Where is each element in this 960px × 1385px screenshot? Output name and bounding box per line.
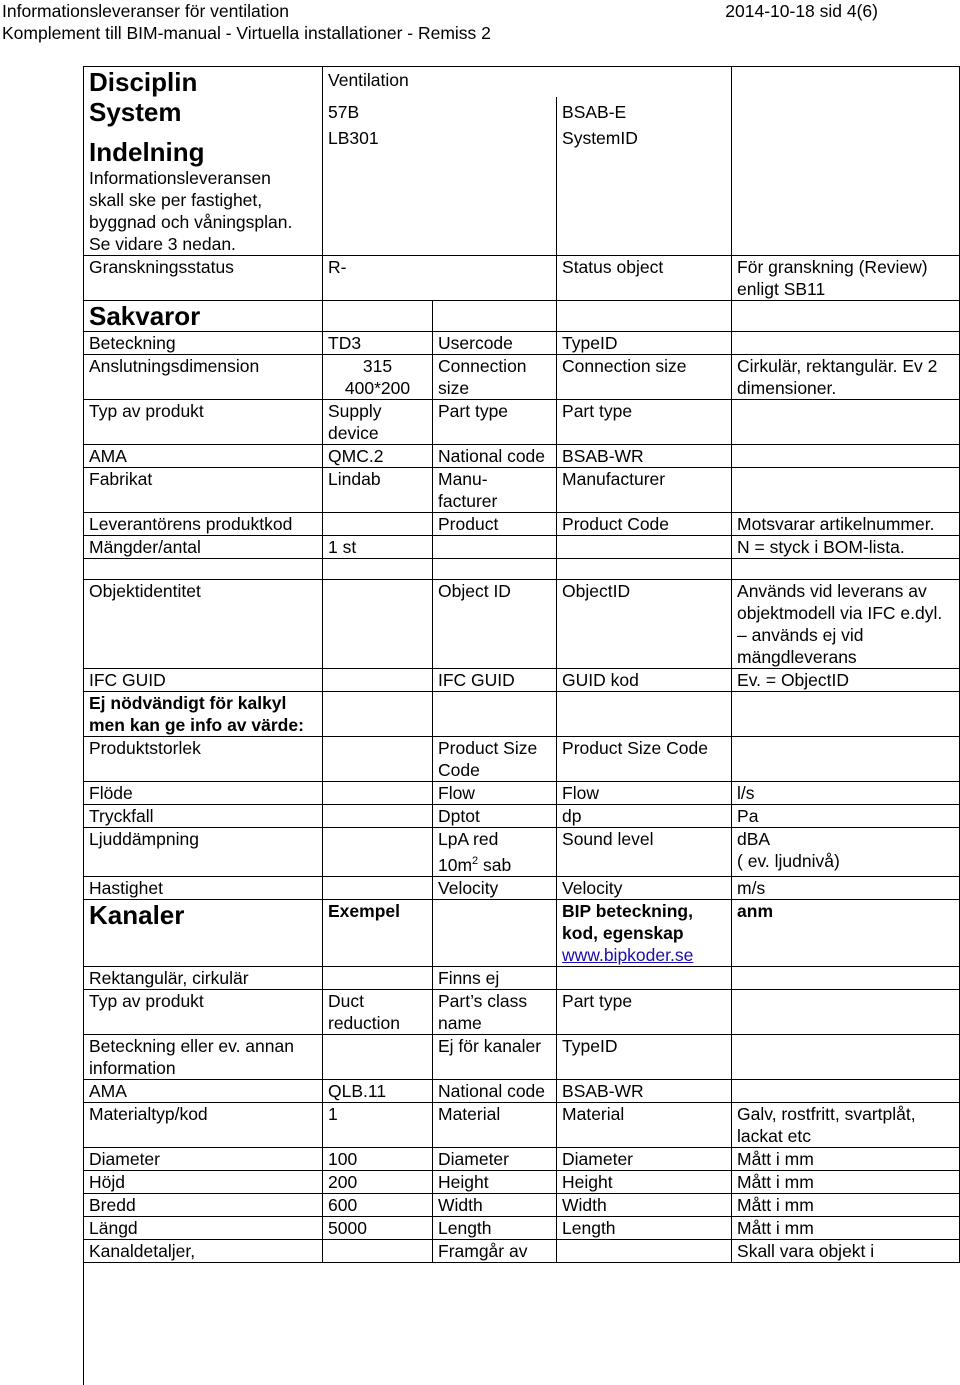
kanal-row-col-4: Galv, rostfritt, svartplåt, lackat etc	[732, 1102, 960, 1147]
kanal-row-col-2: Width	[433, 1193, 557, 1216]
sakvara-row-col-2: Manu- facturer	[433, 468, 557, 513]
row-ljuddampning	[84, 828, 960, 877]
kanaler-label: Kanaler	[84, 899, 323, 966]
sakvara-row-col-4	[732, 332, 960, 355]
kanal-row-col-1	[323, 966, 433, 989]
extra-row	[84, 805, 960, 828]
extra-row-col-1	[323, 737, 433, 782]
kanal-row-col-3: Height	[557, 1170, 732, 1193]
sakvara-row-col-4	[732, 468, 960, 513]
extra-row-col-1	[323, 782, 433, 805]
extra-row-col-2: Product Size Code	[433, 737, 557, 782]
ljud-sound: Sound level	[557, 828, 732, 877]
sakvara-row	[84, 513, 960, 536]
lb-value: LB301	[323, 127, 557, 256]
sakvara-row	[84, 536, 960, 559]
sakvara-row	[84, 355, 960, 400]
sakvara-row-col-1	[323, 513, 433, 536]
sakvara-row-col-2: Product	[433, 513, 557, 536]
kanal-row-col-1	[323, 1034, 433, 1079]
sakvara-row-col-0: Typ av produkt	[84, 400, 323, 445]
kanal-row-col-0: Rektangulär, cirkulär	[84, 966, 323, 989]
row-hastighet	[84, 876, 960, 899]
kanal-row-col-0: Bredd	[84, 1193, 323, 1216]
extra-row	[84, 782, 960, 805]
kanal-row-col-2: Material	[433, 1102, 557, 1147]
sakvara-row-col-0: Beteckning	[84, 332, 323, 355]
kanal-row-col-1: 5000	[323, 1216, 433, 1239]
ljud-label: Ljuddämpning	[84, 828, 323, 877]
row-hastighet-col-1	[323, 876, 433, 899]
sakvara-row-col-4	[732, 400, 960, 445]
kanal-row	[84, 966, 960, 989]
system-value: 57B	[323, 97, 557, 127]
systemid-value: SystemID	[557, 127, 732, 256]
kanal-row-col-1: 1	[323, 1102, 433, 1147]
sakvara-row-col-4: Motsvarar artikelnummer.	[732, 513, 960, 536]
sakvara-row-col-2	[433, 536, 557, 559]
system-bsab: BSAB-E	[557, 97, 732, 127]
kanal-row-col-0: Diameter	[84, 1147, 323, 1170]
ident-row-col-4: Ev. = ObjectID	[732, 669, 960, 692]
header-title: Informationsleveranser för ventilation	[2, 1, 289, 21]
sakvara-row-col-3: BSAB-WR	[557, 445, 732, 468]
sakvara-row-col-3: Connection size	[557, 355, 732, 400]
sakvara-row	[84, 445, 960, 468]
kanal-row-col-4	[732, 1034, 960, 1079]
ident-row	[84, 580, 960, 669]
sakvara-row-col-4: N = styck i BOM-lista.	[732, 536, 960, 559]
kanal-row-col-4: Mått i mm	[732, 1216, 960, 1239]
kanal-row-col-3: Width	[557, 1193, 732, 1216]
sakvara-row-col-1: TD3	[323, 332, 433, 355]
extra-row-col-3: Flow	[557, 782, 732, 805]
extra-row-col-1	[323, 805, 433, 828]
kanal-row-col-3	[557, 1239, 732, 1262]
sakvara-row-col-0: Leverantörens produktkod	[84, 513, 323, 536]
kanaler-anm: anm	[732, 899, 960, 966]
kanal-row-col-1: 100	[323, 1147, 433, 1170]
row-hastighet-col-2: Velocity	[433, 876, 557, 899]
gransk-label: Granskningsstatus	[84, 256, 323, 301]
sakvara-row-col-3: TypeID	[557, 332, 732, 355]
kanal-row-col-1: QLB.11	[323, 1079, 433, 1102]
sakvara-row-col-1: Supply device	[323, 400, 433, 445]
kanal-row-col-2: Finns ej	[433, 966, 557, 989]
kanal-row-col-0: AMA	[84, 1079, 323, 1102]
indelning-label: Indelning	[89, 137, 205, 167]
extra-row-col-4: Pa	[732, 805, 960, 828]
ljud-dba: dBA ( ev. ljudnivå)	[732, 828, 960, 877]
sakvara-row-col-4: Cirkulär, rektangulär. Ev 2 dimensioner.	[732, 355, 960, 400]
kanal-row-col-2: National code	[433, 1079, 557, 1102]
kanal-row-col-2: Part’s class name	[433, 989, 557, 1034]
kanal-row	[84, 1102, 960, 1147]
kanal-row-col-3: Length	[557, 1216, 732, 1239]
kanal-row-col-0: Materialtyp/kod	[84, 1102, 323, 1147]
kanal-row-col-4: Mått i mm	[732, 1193, 960, 1216]
kanal-row-col-2: Diameter	[433, 1147, 557, 1170]
ident-row-col-0: Objektidentitet	[84, 580, 323, 669]
kanal-row-col-3: BSAB-WR	[557, 1079, 732, 1102]
ident-row-col-1	[323, 580, 433, 669]
sakvara-row-col-2: Usercode	[433, 332, 557, 355]
sakvara-row-col-3: Part type	[557, 400, 732, 445]
ident-row-col-2: Object ID	[433, 580, 557, 669]
sakvara-row	[84, 400, 960, 445]
kanal-row-col-3	[557, 966, 732, 989]
sakvara-row-col-1: QMC.2	[323, 445, 433, 468]
kanal-row-col-1: Duct reduction	[323, 989, 433, 1034]
kanal-row-col-2: Ej för kanaler	[433, 1034, 557, 1079]
row-sakvaror	[84, 301, 960, 332]
sakvara-row-col-3: Product Code	[557, 513, 732, 536]
kanal-row-col-0: Längd	[84, 1216, 323, 1239]
ident-row-col-2: IFC GUID	[433, 669, 557, 692]
kanal-row-col-4	[732, 966, 960, 989]
extra-row-col-2: Dptot	[433, 805, 557, 828]
kanal-row-col-1: 200	[323, 1170, 433, 1193]
ident-row-col-4: Används vid leverans av objektmodell via IFC e.dyl. – används ej vid mängdleverans	[732, 580, 960, 669]
header-subtitle: Komplement till BIM-manual - Virtuella installationer - Remiss 2	[2, 23, 491, 43]
sakvara-row	[84, 468, 960, 513]
extra-row-col-0: Tryckfall	[84, 805, 323, 828]
kanal-row-col-3: Part type	[557, 989, 732, 1034]
indelning-text: Informationsleveransen skall ske per fastighet, byggnad och våningsplan. Se vidare 3 nedan.	[89, 168, 293, 254]
ident-row-col-3: ObjectID	[557, 580, 732, 669]
row-ej-nodvandigt	[84, 692, 960, 737]
extra-row-col-4	[732, 737, 960, 782]
system-label: System	[84, 97, 323, 127]
ej-label: Ej nödvändigt för kalkyl men kan ge info av värde:	[84, 692, 323, 737]
kanal-row-col-3: Material	[557, 1102, 732, 1147]
sakvara-row-col-3: Manufacturer	[557, 468, 732, 513]
kanal-row	[84, 1216, 960, 1239]
bipkoder-link[interactable]: www.bipkoder.se	[562, 944, 694, 965]
sakvara-row-col-0: Fabrikat	[84, 468, 323, 513]
disciplin-value: Ventilation	[323, 67, 557, 98]
kanal-row-col-4: Mått i mm	[732, 1170, 960, 1193]
kanal-row-col-4	[732, 989, 960, 1034]
ident-row-col-0: IFC GUID	[84, 669, 323, 692]
header-date-page: 2014-10-18 sid 4(6)	[725, 1, 878, 21]
kanal-row	[84, 1034, 960, 1079]
disciplin-label: Disciplin	[84, 67, 323, 98]
kanal-row-col-1: 600	[323, 1193, 433, 1216]
kanaler-bip: BIP beteckning, kod, egenskap www.bipkoder.se	[557, 899, 732, 966]
ljud-lpa: LpA red $10m^2$ sab	[433, 828, 557, 877]
indelning-cell	[84, 127, 323, 256]
extra-row-col-3: Product Size Code	[557, 737, 732, 782]
kanal-row-col-0: Beteckning eller ev. annan information	[84, 1034, 323, 1079]
gransk-note: För granskning (Review) enligt SB11	[732, 256, 960, 301]
extra-row-col-0: Produktstorlek	[84, 737, 323, 782]
kanal-row-col-0: Typ av produkt	[84, 989, 323, 1034]
kanal-row-col-1	[323, 1239, 433, 1262]
sakvara-row-col-0: Anslutningsdimension	[84, 355, 323, 400]
sakvaror-label: Sakvaror	[84, 301, 323, 332]
kanal-row	[84, 1079, 960, 1102]
sakvara-row-col-0: AMA	[84, 445, 323, 468]
gransk-value: R-	[323, 256, 557, 301]
extra-row	[84, 737, 960, 782]
kanal-row-col-3: TypeID	[557, 1034, 732, 1079]
extra-row-col-2: Flow	[433, 782, 557, 805]
row-granskning	[84, 256, 960, 301]
extra-row-col-3: dp	[557, 805, 732, 828]
gransk-status: Status object	[557, 256, 732, 301]
kanal-row	[84, 1147, 960, 1170]
kanal-row-col-4	[732, 1079, 960, 1102]
kanaler-exempel: Exempel	[323, 899, 433, 966]
kanal-row	[84, 1193, 960, 1216]
sakvara-row-col-1: 315 400*200	[323, 355, 433, 400]
row-hastighet-col-4: m/s	[732, 876, 960, 899]
row-kanaler	[84, 899, 960, 966]
sakvara-row-col-3	[557, 536, 732, 559]
kanal-row-col-2: Framgår av	[433, 1239, 557, 1262]
sakvara-row-col-2: National code	[433, 445, 557, 468]
ident-row	[84, 669, 960, 692]
kanal-row-col-2: Length	[433, 1216, 557, 1239]
sakvara-row-col-4	[732, 445, 960, 468]
kanal-row-col-4: Skall vara objekt i	[732, 1239, 960, 1262]
extra-row-col-4: l/s	[732, 782, 960, 805]
kanal-row	[84, 1170, 960, 1193]
left-margin-border	[0, 66, 84, 1385]
kanal-row	[84, 1239, 960, 1262]
ident-row-col-1	[323, 669, 433, 692]
extra-row-col-0: Flöde	[84, 782, 323, 805]
kanal-row-col-0: Höjd	[84, 1170, 323, 1193]
sakvara-row-col-0: Mängder/antal	[84, 536, 323, 559]
row-hastighet-col-3: Velocity	[557, 876, 732, 899]
spacer-row	[84, 559, 960, 580]
sakvara-row	[84, 332, 960, 355]
row-hastighet-col-0: Hastighet	[84, 876, 323, 899]
sakvara-row-col-1: Lindab	[323, 468, 433, 513]
information-table	[83, 66, 960, 1263]
sakvara-row-col-2: Connection size	[433, 355, 557, 400]
kanal-row-col-4: Mått i mm	[732, 1147, 960, 1170]
kanal-row-col-2: Height	[433, 1170, 557, 1193]
ident-row-col-3: GUID kod	[557, 669, 732, 692]
kanal-row-col-0: Kanaldetaljer,	[84, 1239, 323, 1262]
kanal-row-col-3: Diameter	[557, 1147, 732, 1170]
page-header	[0, 0, 960, 44]
sakvara-row-col-2: Part type	[433, 400, 557, 445]
row-disciplin	[84, 67, 960, 98]
kanal-row	[84, 989, 960, 1034]
sakvara-row-col-1: 1 st	[323, 536, 433, 559]
